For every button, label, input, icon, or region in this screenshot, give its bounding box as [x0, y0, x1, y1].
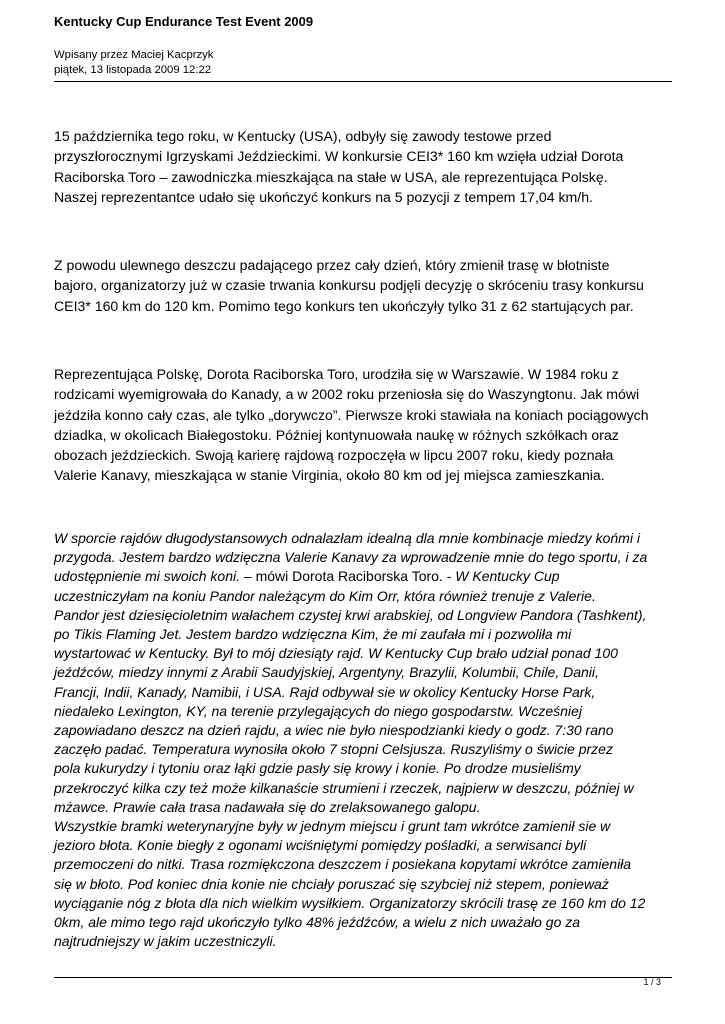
attribution-fragment: – mówi Dorota Raciborska Toro. -	[240, 568, 456, 585]
text-line: Z powodu ulewnego deszczu padającego przez cały dzień, który zmienił trasę w błotniste	[54, 257, 610, 273]
text-line: rodzicami wyemigrowała do Kanady, a w 2002 roku przeniosła się do Waszyngtonu. Jak mówi	[54, 386, 640, 403]
text-line: Wszystkie bramki weterynaryjne były w jednym miejscu i grunt tam wkrótce zamienił sie w	[54, 818, 611, 835]
header-divider	[54, 81, 672, 82]
text-line: Valerie Kanavy, mieszkająca w stanie Virginia, około 80 km od jej miejsca zamieszkania.	[54, 467, 605, 484]
footer-divider	[54, 977, 672, 978]
quote-fragment: udostępnienie mi swoich koni.	[54, 568, 240, 585]
text-line: wystartować w Kentucky. Był to mój dziesiąty rajd. W Kentucky Cup brało udział ponad 100	[54, 645, 618, 662]
text-line: Reprezentująca Polskę, Dorota Raciborska Toro, urodziła się w Warszawie. W 1984 roku z	[54, 366, 619, 382]
text-line: przyszłorocznymi Igrzyskami Jeździeckimi. W konkursie CEI3* 160 km wzięła udział Dorota	[54, 148, 624, 165]
text-line: bajoro, organizatorzy już w czasie trwania konkursu podjęli decyzję o skróceniu trasy konkursu	[54, 277, 644, 294]
text-line: przygoda. Jestem bardzo wdzięczna Valerie Kanavy za wprowadzenie mnie do tego sportu, i za	[54, 549, 648, 566]
text-line: przemoczeni do nitki. Trasa rozmiękczona deszczem i posiekana kopytami wkrótce zamieniła	[54, 856, 632, 873]
text-line: mżawce. Prawie cała trasa nadawała się do zrelaksowanego galopu.	[54, 798, 481, 815]
text-line: jeźdźców, miedzy innymi z Arabii Saudyjskiej, Argentyny, Brazylii, Kolumbii, Chile, Danii,	[54, 664, 599, 681]
text-line-mixed	[54, 567, 647, 586]
text-line: Raciborska Toro – zawodniczka mieszkająca na stałe w USA, ale reprezentująca Polskę.	[54, 168, 608, 185]
paragraph-quote	[54, 529, 647, 951]
text-line: się w błoto. Pod koniec dnia konie nie chciały poruszać się szybciej niż stepem, ponieważ	[54, 875, 609, 892]
text-line: Pandor jest dziesięcioletnim wałachem czystej krwi arabskiej, od Longview Pandora (Tashkent),	[54, 606, 647, 623]
text-line: CEI3* 160 km do 120 km. Pomimo tego konkurs ten ukończyły tylko 31 z 62 startujących par.	[54, 297, 634, 314]
text-line: W sporcie rajdów długodystansowych odnalazłam idealną dla mnie kombinacje miedzy końmi i	[54, 530, 640, 546]
text-line: dziadka, w okolicach Białegostoku. Później kontynuowała naukę w różnych szkółkach oraz	[54, 426, 619, 443]
text-line: 0km, ale mimo tego rajd ukończyło tylko 48% jeźdźców, a wielu z nich uważało go za	[54, 914, 581, 931]
text-line: zaczęło padać. Temperatura wynosiła około 7 stopni Celsjusza. Ruszyliśmy o świcie przez	[54, 741, 613, 758]
text-line: pola kukurydzy i tytoniu oraz łąki gdzie pasły się krowy i konie. Po drodze musieliśmy	[54, 760, 581, 777]
text-line: najtrudniejszy w jakim uczestniczyli.	[54, 933, 277, 950]
text-line: Francji, Indii, Kanady, Namibii, i USA. Rajd odbywał sie w okolicy Kentucky Horse Park,	[54, 683, 596, 700]
page-number: 1 / 3	[643, 977, 661, 987]
text-line: jezioro błota. Konie biegły z ogonami wciśniętymi pomiędzy pośladki, a serwisanci byli	[54, 837, 587, 854]
page-title: Kentucky Cup Endurance Test Event 2009	[54, 14, 314, 29]
text-line: zapowiadano deszcz na dzień rajdu, a wiec nie było niespodzianki kiedy o godz. 7:30 rano	[54, 722, 614, 739]
text-line: niedaleko Lexington, KY, na terenie przylegających do niego gospodarstw. Wcześniej	[54, 702, 582, 719]
text-line: uczestniczyłam na koniu Pandor należącym do Kim Orr, która również trenuje z Valerie.	[54, 587, 596, 604]
text-line: 15 października tego roku, w Kentucky (USA), odbyły się zawody testowe przed	[54, 128, 552, 144]
quote-fragment: W Kentucky Cup	[455, 568, 560, 585]
text-line: obozach jeździeckich. Swoją karierę rajdową rozpoczęła w lipcu 2007 roku, kiedy poznała	[54, 447, 614, 464]
paragraph-weather	[54, 255, 644, 316]
article-meta	[54, 48, 213, 78]
paragraph-intro	[54, 126, 623, 207]
date-line: piątek, 13 listopada 2009 12:22	[54, 64, 212, 76]
text-line: Naszej reprezentantce udało się ukończyć konkurs na 5 pozycji z tempem 17,04 km/h.	[54, 188, 593, 205]
author-line: Wpisany przez Maciej Kacprzyk	[54, 49, 214, 61]
text-line: po Tikis Flaming Jet. Jestem bardzo wdzięczna Kim, że mi zaufała mi i pozwoliła mi	[54, 626, 572, 643]
text-line: wyciąganie nóg z błota dla nich wielkim wysiłkiem. Organizatorzy skrócili trasę ze 160 km do 12	[54, 894, 646, 911]
text-line: jeździła konno cały czas, ale tylko „dorywczo”. Pierwsze kroki stawiała na koniach pociągowych	[54, 406, 649, 423]
text-line: przekroczyć kilka czy też może kilkanaście strumieni i rzeczek, najpierw w deszczu, później w	[54, 779, 634, 796]
paragraph-biography	[54, 364, 649, 486]
